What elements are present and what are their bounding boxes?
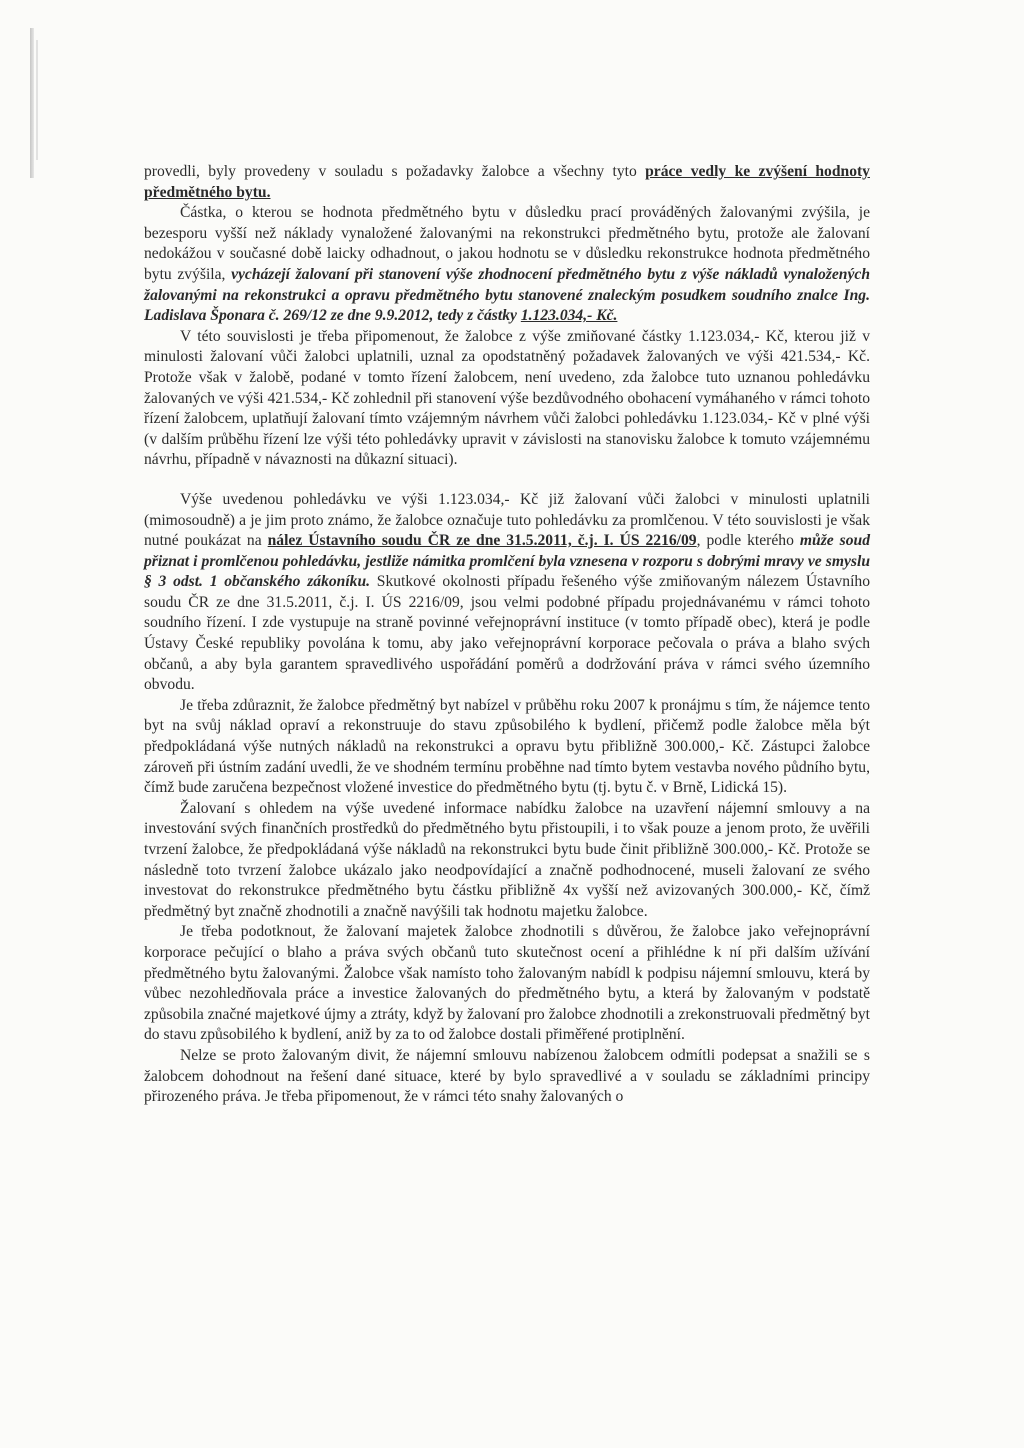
paragraph-offer-2007 — [144, 696, 870, 799]
text-span: práce vedly ke zvýšení hodnoty předmětného bytu. — [144, 163, 870, 201]
document-page — [144, 162, 870, 1108]
paragraph-continuation — [144, 162, 870, 203]
text-span: vycházejí žalovaní při stanovení výše zhodnocení předmětného bytu z výše nákladů vynaložených žalovanými na rekonstrukci a opravu předmětného bytu stanovené znaleckým posudkem soudního znalce Ing. Ladislava Šponara č. 269/12 ze dne 9.9.2012, tedy z částky — [144, 265, 870, 325]
text-span: Žalovaní s ohledem na výše uvedené informace nabídku žalobce na uzavření nájemní smlouvy a na investování svých finančních prostředků do předmětného bytu přistoupili, i to však pouze a jenom proto, že uvěřili tvrzení žalobce, že předpokládaná výše nákladů na rekonstrukci bytu bude činit přibližně 300.000,- Kč. Protože se následně toto tvrzení žalobce ukázalo jako neodpovídající a značně podhodnocené, museli žalovaní ze svého investovat do rekonstrukce předmětného bytu částku přibližně 4x vyšší než avizovaných 300.000,- Kč, čímž předmětný byt značně zhodnotili a značně navýšili tak hodnotu majetku žalobce. — [144, 799, 870, 920]
paragraph-counterclaim — [144, 327, 870, 471]
scan-edge-shadow — [30, 28, 34, 178]
paragraph-valuation — [144, 203, 870, 327]
paragraph-limitation — [144, 490, 870, 696]
text-span: 1.123.034,- Kč. — [520, 307, 618, 325]
paragraph-refusal — [144, 1046, 870, 1108]
text-span: Je třeba podotknout, že žalovaní majetek žalobce zhodnotili s důvěrou, že žalobce jako veřejnoprávní korporace pečující o blaho a práva svých občanů tuto skutečnost ocení a přihlédne k ní při dalším užívání předmětného bytu žalovanými. Žalobce však namísto toho žalovaným nabídl k podpisu nájemní smlouvu, která by vůbec nezohledňovala práce a investice žalovaných do předmětného bytu, a která by žalovaným v podstatě způsobila značné majetkové újmy a ztráty, když by žalovaní pro žalobce zhodnotili a zrekonstruovali předmětný byt do stavu způsobilého k bydlení, aniž by za to od žalobce dostali přiměřené protiplnění. — [144, 923, 870, 1044]
text-span: provedli, byly provedeny v souladu s požadavky žalobce a všechny tyto — [144, 163, 646, 180]
text-span: nález Ústavního soudu ČR ze dne 31.5.2011, č.j. I. ÚS 2216/09 — [267, 532, 697, 550]
paragraph-investment — [144, 799, 870, 923]
text-span: Skutkové okolnosti případu řešeného výše zmiňovaným nálezem Ústavního soudu ČR ze dne 31.5.2011, č.j. I. ÚS 2216/09, jsou velmi podobné případu projednávanému v rámci tohoto soudního řízení. I zde vystupuje na straně povinné veřejnoprávní instituce (v tomto případě obec), která je podle Ústavy České republiky povolána k tomu, aby jako veřejnoprávní korporace pečovala o práva a blaho svých občanů, a aby byla garantem spravedlivého uspořádání poměrů a dodržování práva v rámci svého územního obvodu. — [144, 573, 870, 694]
text-span: může soud přiznat i promlčenou pohledávku, jestliže námitka promlčení byla vznesena v rozporu s dobrými mravy ve smyslu § 3 odst. 1 občanského zákoníku. — [144, 532, 871, 591]
text-span: Výše uvedenou pohledávku ve výši 1.123.034,- Kč již žalovaní vůči žalobci v minulosti uplatnili (mimosoudně) a je jim proto známo, že žalobce označuje tuto pohledávku za promlčenou. V této souvislosti je však nutné poukázat na — [144, 490, 870, 550]
scan-edge-shadow-inner — [36, 40, 38, 160]
text-span: Nelze se proto žalovaným divit, že nájemní smlouvu nabízenou žalobcem odmítli podepsat a snažili se s žalobcem dohodnout na řešení dané situace, které by bylo spravedlivé a v souladu se základními principy přirozeného práva. Je třeba připomenout, že v rámci této snahy žalovaných o — [144, 1046, 870, 1106]
paragraph-trust — [144, 922, 870, 1046]
text-span: Je třeba zdůraznit, že žalobce předmětný byt nabízel v průběhu roku 2007 k pronájmu s tím, že nájemce tento byt na svůj náklad opraví a rekonstruuje do stavu způsobilého k bydlení, přičemž podle žalobce měla být předpokládaná výše nutných nákladů na rekonstrukci a opravu bytu přibližně 300.000,- Kč. Zástupci žalobce zároveň při ústním zadání uvedli, že ve shodném termínu proběhne nad tímto bytem vestavba nového půdního bytu, čímž bude zaručena bezpečnost vložené investice do předmětného bytu (tj. bytu č. v Brně, Lidická 15). — [144, 696, 870, 797]
text-span: Částka, o kterou se hodnota předmětného bytu v důsledku prací prováděných žalovanými zvýšila, je bezesporu vyšší než náklady vynaložené žalovanými na rekonstrukci předmětného bytu, protože ale žalovaní nedokážou v současné době laicky odhadnout, o jakou hodnotu se v důsledku rekonstrukce hodnota předmětného bytu zvýšila, — [144, 204, 870, 283]
text-span: V této souvislosti je třeba připomenout, že žalobce z výše zmiňované částky 1.123.034,- Kč, kterou již v minulosti žalovaní vůči žalobci uplatnili, uznal za opodstatněný požadavek žalovaných ve výši 421.534,- Kč. Protože však v žalobě, podané v tomto řízení žalobcem, není uvedeno, zda žalobce tuto uznanou pohledávku žalovaných ve výši 421.534,- Kč zohlednil při stanovení výše bezdůvodného obohacení vymáhaného v rámci tohoto řízení žalobcem, uplatňují žalovaní tímto vzájemným návrhem vůči žalobci pohledávku 1.123.034,- Kč v plné výši (v dalším průběhu řízení lze výši této pohledávky upravit v závislosti na stanovisku žalobce k tomuto vzájemnému návrhu, případně v návaznosti na důkazní situaci). — [144, 327, 870, 469]
text-span: , podle kterého — [696, 532, 800, 550]
